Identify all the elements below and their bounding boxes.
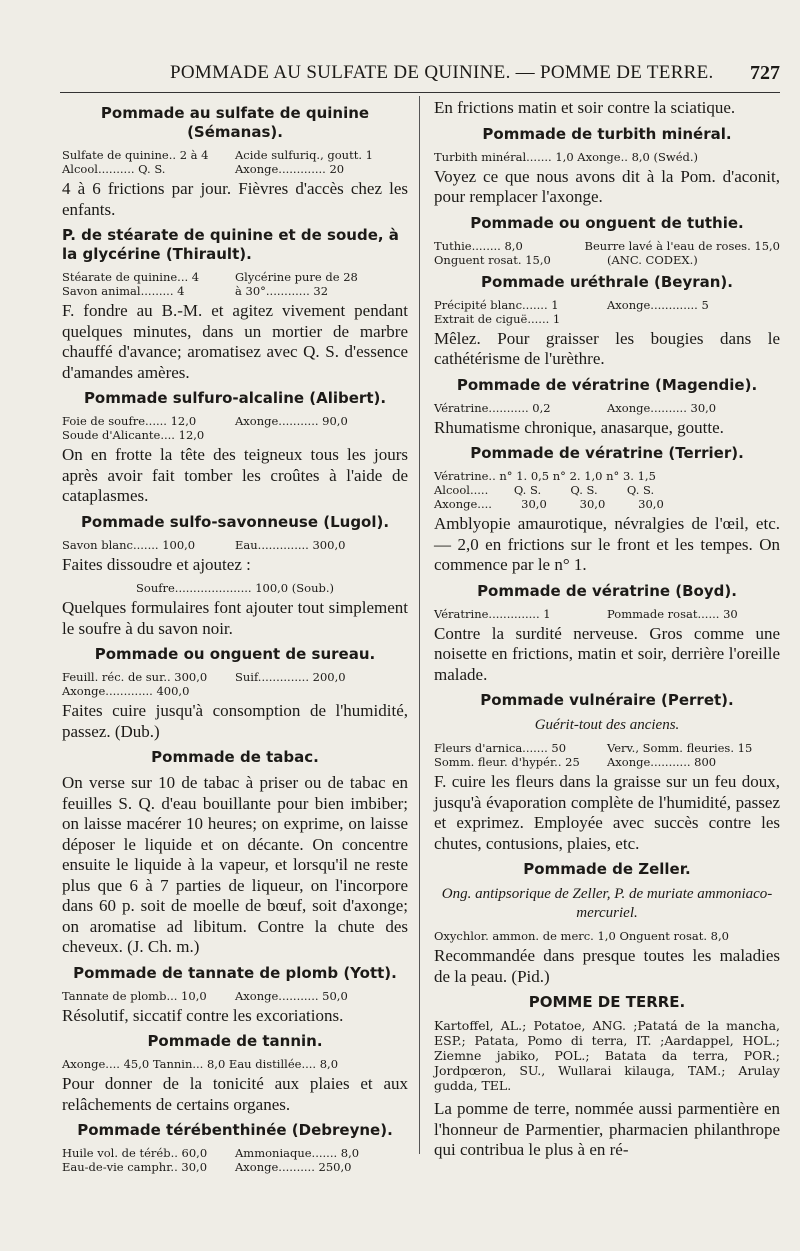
paragraph: Quelques formulaires font ajouter tout simplement le soufre à du savon noir. — [62, 598, 408, 638]
formula-cell: Tuthie........ 8,0 — [434, 238, 523, 253]
section-title: Pommade de vératrine (Magendie). — [456, 375, 758, 394]
formula-row — [62, 684, 408, 698]
paragraph: Contre la surdité nerveuse. Gros comme une noisette en frictions, matin et soir, derrière l'oreille malade. — [434, 623, 780, 684]
formula-cell: Ammoniaque....... 8,0 — [235, 1146, 360, 1160]
formula-row — [62, 428, 408, 442]
paragraph: 4 à 6 frictions par jour. Fièvres d'accès chez les enfants. — [62, 179, 408, 219]
formula-row — [62, 1146, 408, 1160]
formula-row — [62, 989, 408, 1003]
formula-cell: Somm. fleur. d'hypér.. 25 — [434, 755, 580, 769]
section-title: Pommade de turbith minéral. — [482, 124, 732, 143]
formula-cell: à 30°............ 32 — [235, 284, 329, 298]
paragraph: Mêlez. Pour graisser les bougies dans le cathétérisme de l'urèthre. — [434, 328, 780, 368]
formula-row: Axonge.... 45,0 Tannin... 8,0 Eau distillée.... 8,0 — [62, 1057, 339, 1071]
section-title: Pommade ou onguent de tuthie. — [470, 213, 744, 232]
formula-cell: Axonge........... 50,0 — [235, 988, 348, 1003]
section-title: POMME DE TERRE. — [528, 993, 686, 1011]
section-title: Pommade vulnéraire (Perret). — [480, 691, 734, 709]
formula-cell: Extrait de ciguë...... 1 — [434, 311, 561, 326]
formula-row — [434, 253, 780, 267]
formula-row: Soufre..................... 100,0 (Soub.) — [136, 581, 334, 595]
formula-row — [62, 670, 408, 684]
section-title: Pommade de vératrine (Boyd). — [477, 581, 737, 600]
running-title: POMMADE AU SULFATE DE QUININE. — POMME DE TERRE. — [170, 62, 714, 83]
formula-row — [62, 1160, 408, 1174]
paragraph: Voyez ce que nous avons dit à la Pom. d'aconit, pour remplacer l'axonge. — [434, 166, 780, 206]
paragraph: Résolutif, siccatif contre les excoriations. — [62, 1005, 344, 1025]
formula-cell: (ANC. CODEX.) — [607, 252, 698, 267]
paragraph: La pomme de terre, nommée aussi parmentière en l'honneur de Parmentier, pharmacien philanthrope qui contribua le plus à en ré- — [434, 1099, 780, 1159]
paragraph: Faites cuire jusqu'à consomption de l'humidité, passez. (Dub.) — [62, 701, 408, 741]
formula-row — [62, 162, 408, 176]
formula-cell: Eau.............. 300,0 — [235, 537, 346, 552]
section-title: Pommade uréthrale (Beyran). — [481, 272, 733, 291]
formula-cell: Stéarate de quinine... 4 — [62, 270, 200, 284]
paragraph: Recommandée dans presque toutes les maladies de la peau. (Pid.) — [434, 946, 780, 986]
formula-cell: Axonge............. 400,0 — [62, 684, 190, 698]
formula-row — [62, 148, 408, 162]
formula-row: Alcool..... Q. S. Q. S. Q. S. — [434, 483, 655, 497]
right-column — [434, 98, 780, 1167]
paragraph: On verse sur 10 de tabac à priser ou de tabac en feuilles S. Q. d'eau bouillante pour bien imbiber; on laisse macérer 10 heures; on exprime, on laisse déposer le liquide et on décante. On concentre ensuite le liquide à la vapeur, et lorsqu'il ne reste plus que 6 à 7 parties de liqueur, on l'incorpore dans 60 p. soit de moelle de bœuf, soit d'axonge; on aromatise ad libitum. Contre la chute des cheveux. (J. Ch. m.) — [62, 773, 408, 956]
formula-cell: Verv., Somm. fleuries. 15 — [607, 741, 753, 755]
formula-cell: Vératrine.............. 1 — [434, 606, 551, 621]
section-title: Pommade au sulfate de quinine (Sémanas). — [100, 104, 370, 141]
section-title: Pommade sulfuro-alcaline (Alibert). — [83, 389, 387, 407]
formula-row — [434, 741, 780, 755]
formula-row — [434, 298, 780, 312]
formula-cell: Savon animal......... 4 — [62, 284, 185, 298]
section-subtitle: Guérit-tout des anciens. — [534, 717, 680, 733]
section-title: Pommade de tannin. — [147, 1032, 323, 1050]
formula-cell: Axonge........... 90,0 — [235, 414, 348, 428]
section-title: Pommade sulfo-savonneuse (Lugol). — [80, 512, 390, 531]
formula-cell: Vératrine........... 0,2 — [434, 400, 551, 415]
formula-row — [434, 312, 780, 326]
formula-cell: Foie de soufre...... 12,0 — [62, 414, 197, 428]
formula-row — [62, 414, 408, 428]
paragraph: Pour donner de la tonicité aux plaies et aux relâchements de certains organes. — [62, 1074, 408, 1114]
paragraph: F. cuire les fleurs dans la graisse sur un feu doux, jusqu'à évaporation complète de l'humidité, passez et exprimez. Employée avec succès contre les chutes, contusions, plaies, etc. — [434, 772, 780, 853]
formula-row — [434, 239, 780, 253]
formula-cell: Acide sulfuriq., goutt. 1 — [235, 148, 373, 162]
formula-cell: Onguent rosat. 15,0 — [434, 252, 551, 267]
formula-cell: Axonge.......... 250,0 — [235, 1160, 352, 1174]
formula-row — [62, 270, 408, 284]
formula-cell: Axonge............. 20 — [235, 162, 345, 176]
formula-cell: Huile vol. de téréb.. 60,0 — [62, 1146, 208, 1160]
section-title: Pommade de vératrine (Terrier). — [470, 444, 744, 462]
paragraph: Amblyopie amaurotique, névralgies de l'œil, etc. — 2,0 en frictions sur le front et les tempes. On commence par le n° 1. — [434, 514, 780, 574]
formula-row — [62, 538, 408, 552]
formula-cell: Alcool.......... Q. S. — [62, 162, 166, 176]
formula-cell: Sulfate de quinine.. 2 à 4 — [62, 148, 209, 162]
left-column — [62, 98, 408, 1174]
formula-cell: Soude d'Alicante.... 12,0 — [62, 428, 205, 442]
formula-cell: Tannate de plomb... 10,0 — [62, 988, 207, 1003]
section-title: Pommade térébenthinée (Debreyne). — [77, 1121, 393, 1139]
formula-cell: Glycérine pure de 28 — [235, 270, 358, 284]
formula-row — [434, 755, 780, 769]
formula-cell: Savon blanc....... 100,0 — [62, 537, 196, 552]
formula-row: Oxychlor. ammon. de merc. 1,0 Onguent rosat. 8,0 — [434, 929, 729, 943]
section-title: Pommade de Zeller. — [523, 860, 691, 878]
formula-row: Axonge.... 30,0 30,0 30,0 — [434, 497, 664, 511]
column-divider — [419, 96, 420, 1154]
formula-row — [434, 401, 780, 415]
formula-cell: Précipité blanc....... 1 — [434, 297, 559, 312]
paragraph: F. fondre au B.-M. et agitez vivement pendant quelques minutes, dans un mortier de marbre chauffé d'avance; aromatisez avec Q. S. d'essence d'amandes amères. — [62, 301, 408, 382]
page-header — [60, 62, 780, 93]
formula-cell: Eau-de-vie camphr.. 30,0 — [62, 1160, 208, 1174]
formula-cell: Axonge.......... 30,0 — [607, 400, 717, 415]
formula-row — [434, 607, 780, 621]
section-subtitle: Ong. antipsorique de Zeller, P. de muriate ammoniaco-mercuriel. — [441, 886, 773, 921]
formula-cell: Feuill. réc. de sur.. 300,0 — [62, 670, 208, 684]
formula-cell: Pommade rosat...... 30 — [607, 606, 738, 621]
page-number: 727 — [750, 62, 780, 84]
formula-row: Vératrine.. n° 1. 0,5 n° 2. 1,0 n° 3. 1,5 — [434, 469, 656, 483]
formula-row — [62, 284, 408, 298]
paragraph: Faites dissoudre et ajoutez : — [62, 554, 251, 574]
formula-cell: Beurre lavé à l'eau de roses. 15,0 — [584, 238, 780, 253]
formula-cell: Fleurs d'arnica....... 50 — [434, 741, 567, 755]
section-title: P. de stéarate de quinine et de soude, à la glycérine (Thirault). — [62, 226, 399, 263]
paragraph: Rhumatisme chronique, anasarque, goutte. — [434, 417, 724, 437]
formula-cell: Axonge........... 800 — [607, 755, 717, 769]
formula-row: Turbith minéral....... 1,0 Axonge.. 8,0 (Swéd.) — [434, 149, 699, 164]
formula-cell: Axonge............. 5 — [607, 297, 709, 312]
paragraph: On en frotte la tête des teigneux tous les jours après avoir fait tomber les croûtes à l'aide de cataplasmes. — [62, 445, 408, 505]
paragraph: En frictions matin et soir contre la sciatique. — [434, 98, 736, 117]
section-title: Pommade ou onguent de sureau. — [94, 645, 376, 663]
synonyms-paragraph: Kartoffel, AL.; Potatoe, ANG. ;Patatá de la mancha, ESP.; Patata, Pomo di terra, IT. ;Aardappel, HOL.; Ziemne jabiko, POL.; Batata da terra, POR.; Jordpœron, SU., Wullarai kilauga, TAM.; Arulay gudda, TEL. — [434, 1018, 780, 1093]
section-title: Pommade de tabac. — [151, 748, 319, 766]
section-title: Pommade de tannate de plomb (Yott). — [73, 963, 397, 982]
formula-cell: Suif.............. 200,0 — [235, 670, 346, 684]
